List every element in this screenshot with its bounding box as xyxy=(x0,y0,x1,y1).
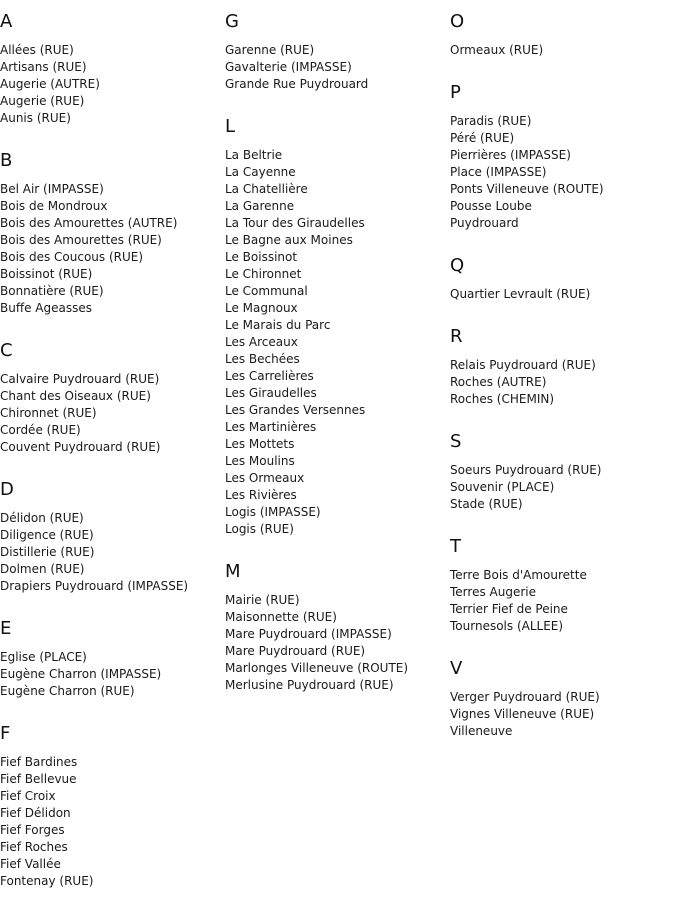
street-list xyxy=(450,42,675,59)
letter-group xyxy=(450,83,675,232)
street-name: La Tour des Giraudelles xyxy=(225,216,365,230)
street-name: Soeurs Puydrouard (RUE) xyxy=(450,463,602,477)
letter-group xyxy=(0,151,225,317)
letter-heading: T xyxy=(450,536,461,557)
street-name: Bois de Mondroux xyxy=(0,199,108,213)
street-list xyxy=(0,649,225,700)
letter-heading: F xyxy=(0,723,11,744)
letter-group xyxy=(0,480,225,595)
street-name: Bonnatière (RUE) xyxy=(0,284,104,298)
street-name: Augerie (RUE) xyxy=(0,94,85,108)
street-name: Fief Croix xyxy=(0,789,56,803)
street-name: La Chatellière xyxy=(225,182,308,196)
street-name: Chant des Oiseaux (RUE) xyxy=(0,389,151,403)
street-name: Boissinot (RUE) xyxy=(0,267,93,281)
street-name: Le Magnoux xyxy=(225,301,298,315)
street-name: Les Arceaux xyxy=(225,335,298,349)
street-name: Fief Bellevue xyxy=(0,772,77,786)
street-name: Garenne (RUE) xyxy=(225,43,315,57)
street-name: Aunis (RUE) xyxy=(0,111,71,125)
letter-group xyxy=(450,12,675,59)
street-name: Le Communal xyxy=(225,284,308,298)
street-name: Fief Vallée xyxy=(0,857,61,871)
letter-heading: V xyxy=(450,658,463,679)
street-name: Roches (AUTRE) xyxy=(450,375,547,389)
street-name: Les Ormeaux xyxy=(225,471,305,485)
street-name: Maisonnette (RUE) xyxy=(225,610,337,624)
letter-heading: S xyxy=(450,431,462,452)
street-name: Bois des Amourettes (AUTRE) xyxy=(0,216,178,230)
street-name: Bel Air (IMPASSE) xyxy=(0,182,104,196)
street-name: Fontenay (RUE) xyxy=(0,874,94,888)
street-name: Mare Puydrouard (IMPASSE) xyxy=(225,627,392,641)
letter-heading: E xyxy=(0,618,12,639)
street-name: Vignes Villeneuve (RUE) xyxy=(450,707,595,721)
street-name: Puydrouard xyxy=(450,216,519,230)
letter-group xyxy=(0,724,225,890)
street-name: Cordée (RUE) xyxy=(0,423,81,437)
street-name: Place (IMPASSE) xyxy=(450,165,547,179)
street-name: Buffe Ageasses xyxy=(0,301,93,315)
letter-heading: C xyxy=(0,340,13,361)
street-list xyxy=(450,462,675,513)
letter-heading: O xyxy=(450,11,465,32)
street-name: Terrier Fief de Peine xyxy=(450,602,568,616)
street-name: Verger Puydrouard (RUE) xyxy=(450,690,600,704)
street-name: Eugène Charron (IMPASSE) xyxy=(0,667,162,681)
street-name: Délidon (RUE) xyxy=(0,511,84,525)
street-name: Logis (IMPASSE) xyxy=(225,505,321,519)
street-name: Mare Puydrouard (RUE) xyxy=(225,644,366,658)
letter-group xyxy=(450,659,675,740)
letter-group xyxy=(225,12,450,93)
street-name: Pousse Loube xyxy=(450,199,532,213)
street-index-column-1 xyxy=(0,0,225,890)
street-index-column-2 xyxy=(225,0,450,694)
letter-group xyxy=(225,117,450,538)
letter-heading: B xyxy=(0,150,13,171)
letter-group xyxy=(450,537,675,635)
street-name: Calvaire Puydrouard (RUE) xyxy=(0,372,160,386)
street-name: Mairie (RUE) xyxy=(225,593,300,607)
street-name: Le Bagne aux Moines xyxy=(225,233,353,247)
street-name: Fief Forges xyxy=(0,823,65,837)
letter-heading: A xyxy=(0,11,13,32)
street-list xyxy=(450,567,675,635)
street-name: Les Mottets xyxy=(225,437,295,451)
street-name: Ormeaux (RUE) xyxy=(450,43,544,57)
street-name: Bois des Amourettes (RUE) xyxy=(0,233,162,247)
street-name: Les Carrelières xyxy=(225,369,314,383)
street-name: Couvent Puydrouard (RUE) xyxy=(0,440,161,454)
street-name: Paradis (RUE) xyxy=(450,114,532,128)
street-list xyxy=(0,42,225,127)
street-name: Relais Puydrouard (RUE) xyxy=(450,358,596,372)
street-name: Péré (RUE) xyxy=(450,131,515,145)
letter-group xyxy=(225,562,450,694)
street-name: Souvenir (PLACE) xyxy=(450,480,555,494)
letter-group xyxy=(450,256,675,303)
street-name: Bois des Coucous (RUE) xyxy=(0,250,144,264)
street-name: Artisans (RUE) xyxy=(0,60,87,74)
street-name: Stade (RUE) xyxy=(450,497,523,511)
letter-heading: D xyxy=(0,479,14,500)
letter-group xyxy=(0,619,225,700)
street-name: Pierrières (IMPASSE) xyxy=(450,148,571,162)
street-name: Les Grandes Versennes xyxy=(225,403,366,417)
letter-group xyxy=(450,327,675,408)
letter-heading: G xyxy=(225,11,239,32)
street-name: Quartier Levrault (RUE) xyxy=(450,287,591,301)
street-name: Tournesols (ALLEE) xyxy=(450,619,564,633)
street-name: Diligence (RUE) xyxy=(0,528,94,542)
street-name: Dolmen (RUE) xyxy=(0,562,85,576)
street-name: Le Chironnet xyxy=(225,267,302,281)
letter-heading: Q xyxy=(450,255,465,276)
street-list xyxy=(0,371,225,456)
street-name: Les Moulins xyxy=(225,454,295,468)
letter-group xyxy=(0,341,225,456)
street-list xyxy=(225,147,450,538)
letter-heading: R xyxy=(450,326,463,347)
street-name: Augerie (AUTRE) xyxy=(0,77,100,91)
street-name: Les Martinières xyxy=(225,420,317,434)
street-name: Eglise (PLACE) xyxy=(0,650,87,664)
street-name: Villeneuve xyxy=(450,724,513,738)
street-name: Fief Bardines xyxy=(0,755,78,769)
street-list xyxy=(450,357,675,408)
street-list xyxy=(450,113,675,232)
street-name: Les Bechées xyxy=(225,352,300,366)
street-name: Les Giraudelles xyxy=(225,386,317,400)
street-name: Les Rivières xyxy=(225,488,297,502)
street-name: La Beltrie xyxy=(225,148,283,162)
street-name: La Garenne xyxy=(225,199,295,213)
letter-heading: L xyxy=(225,116,236,137)
street-name: Terre Bois d'Amourette xyxy=(450,568,587,582)
street-list xyxy=(225,592,450,694)
letter-heading: P xyxy=(450,82,461,103)
street-list xyxy=(0,510,225,595)
letter-heading: M xyxy=(225,561,241,582)
street-name: Logis (RUE) xyxy=(225,522,294,536)
street-name: Distillerie (RUE) xyxy=(0,545,95,559)
street-list xyxy=(225,42,450,93)
letter-group xyxy=(450,432,675,513)
street-name: Marlonges Villeneuve (ROUTE) xyxy=(225,661,409,675)
street-name: Terres Augerie xyxy=(450,585,536,599)
street-name: Le Boissinot xyxy=(225,250,298,264)
street-list xyxy=(450,286,675,303)
street-list xyxy=(0,754,225,890)
street-list xyxy=(0,181,225,317)
street-name: Allées (RUE) xyxy=(0,43,74,57)
street-name: La Cayenne xyxy=(225,165,296,179)
street-name: Eugène Charron (RUE) xyxy=(0,684,135,698)
street-name: Grande Rue Puydrouard xyxy=(225,77,369,91)
street-name: Fief Délidon xyxy=(0,806,71,820)
street-name: Le Marais du Parc xyxy=(225,318,331,332)
street-name: Roches (CHEMIN) xyxy=(450,392,555,406)
street-list xyxy=(450,689,675,740)
letter-group xyxy=(0,12,225,127)
street-name: Gavalterie (IMPASSE) xyxy=(225,60,352,74)
street-name: Drapiers Puydrouard (IMPASSE) xyxy=(0,579,189,593)
street-index-column-3 xyxy=(450,0,675,740)
street-name: Ponts Villeneuve (ROUTE) xyxy=(450,182,604,196)
street-name: Fief Roches xyxy=(0,840,68,854)
street-name: Chironnet (RUE) xyxy=(0,406,97,420)
street-name: Merlusine Puydrouard (RUE) xyxy=(225,678,394,692)
